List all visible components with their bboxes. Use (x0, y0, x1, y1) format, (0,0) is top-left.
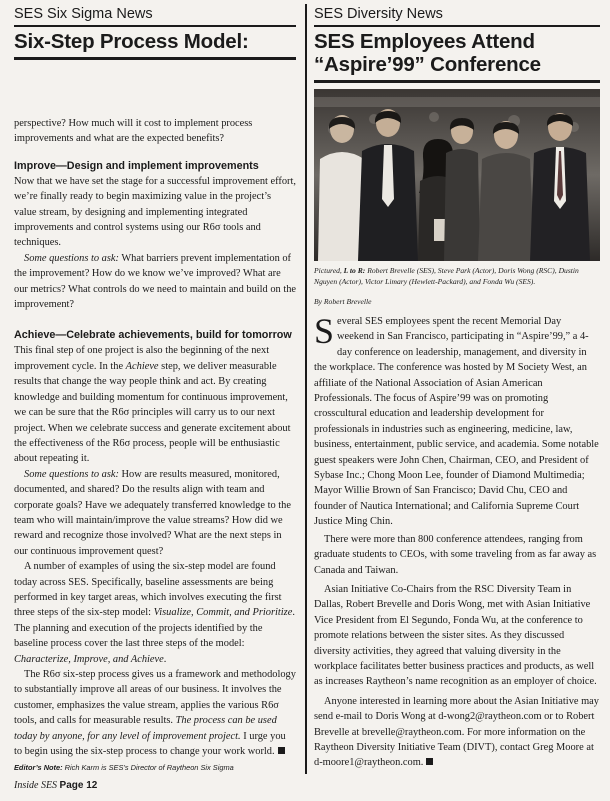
achieve-questions (14, 467, 296, 559)
improve-questions (14, 251, 296, 313)
group-photo-image (314, 89, 600, 261)
intro-paragraph: perspective? How much will it cost to implement process improvements and what are the expected benefits? (14, 118, 253, 145)
byline: By Robert Brevelle (314, 297, 372, 306)
questions-label: Some questions to ask: (24, 468, 119, 480)
section-rule (14, 25, 296, 27)
end-of-story-mark (426, 758, 433, 765)
page-footer (14, 780, 97, 791)
photo-caption: Pictured, L to R: Robert Brevelle (SES), Steve Park (Actor), Doris Wong (RSC), Dustin Nguyen (Actor), Victor Limary (Hewlett-Packard), and Fonda Wu (SES). (314, 266, 579, 286)
headline-rule (314, 80, 600, 83)
editor-note-text: Rich Karm is SES’s Director of Raytheon Six Sigma (62, 763, 234, 773)
headline-rule (14, 57, 296, 60)
diversity-paragraph-1: Several SES employees spent the recent Memorial Day weekend in San Francisco, participating in “Aspire’99,” a 4-day conference on leadership, management, and diversity in the workplace. The conference was hosted by M Society West, an affiliate of the National Association of Asian American Professionals. The focus of Aspire’99 was on promoting crosscultural education and leadership development for professionals in industries such as engineering, medicine, law, business, entertainment, public service, and academia. Some notable guest speakers were John Chen, Chairman, CEO, and President of Sybase Inc.; Chong Moon Lee, founder of Diamond Multimedia; Mayor Willie Brown of San Francisco; David Chu, CEO and founder of Nautica International; and California Supreme Court Justice Ming Chin. (314, 311, 599, 528)
editor-note-label: Editor’s Note: (14, 763, 63, 773)
improve-paragraph: Now that we have set the stage for a successful improvement effort, we’re finally ready to begin maximizing value in the project’s value stream, by designing and implementing integrated improvements and control systems using our R6σ tools and techniques. (14, 175, 296, 249)
group-photo (314, 89, 600, 261)
improve-heading: Improve—Design and implement improvements (14, 159, 259, 172)
publication-name: Inside SES (14, 780, 60, 791)
diversity-paragraph-4: Anyone interested in learning more about the Asian Initiative may send e-mail to Doris Wong at d-wong2@raytheon.com or to Robert Brevelle at brevelle@raytheon.com. For more information on the Raytheon Diversity Initiative Team (DIVT), contact Greg Moore at d-moore1@raytheon.com. (314, 695, 599, 769)
achieve-paragraph: This final step of one project is also the beginning of the next improvement cycle. In the Achieve step, we deliver measurable results that change the way people think and act. By creating knowledge and building momentum for continuous improvement, we can be sure that the R6σ principles will carry us to our next project. When we celebrate success and generate excitement about the effectiveness of the R6σ process, people will be enthusiastic about repeating it. (14, 345, 291, 465)
achieve-heading: Achieve—Celebrate achievements, build for tomorrow (14, 329, 292, 342)
headline-six-step: Six-Step Process Model: (14, 30, 249, 53)
six-sigma-article (14, 4, 296, 772)
diversity-body (314, 311, 600, 771)
column-divider (305, 4, 307, 774)
editor-note (14, 763, 296, 772)
questions-text: How are results measured, monitored, documented, and shared? Do the results align with team and corporate goals? Have we adequately transferred knowledge to the team who will maintain/improve the value streams? How did we reward and recognize those involved? What are the next steps in our continuous improvement quest? (14, 468, 291, 557)
six-sigma-body (14, 116, 296, 759)
diversity-paragraph-2: There were more than 800 conference attendees, ranging from graduate students to CEOs, with some traveling from as far away as Canada and Taiwan. (314, 533, 597, 576)
drop-cap: S (314, 311, 335, 351)
examples-paragraph: A number of examples of using the six-step model are found today across SES. Specifically, baseline assessments are being performed in key target areas, which involves executing the first three steps of the six-step model: Visualize, Commit, and Prioritize. The planning and execution of the projects identified by the baseline process cover the last three steps of the model: Characterize, Improve, and Achieve. (14, 561, 295, 665)
framework-paragraph: The R6σ six-step process gives us a framework and methodology to substantially improve all areas of our business. It involves the customer, emphasizes the value stream, applies the various R6σ tools, and calls for measurable results. The process can be used today by anyone, for any level of improvement project. I urge you to begin using the six-step process to change your work world. (14, 669, 296, 758)
questions-text: What barriers prevent implementation of the improvement? How do we know we’ve improved? What are our metrics? What controls do we need to maintain and build on the improvement? (14, 252, 297, 311)
section-label-diversity: SES Diversity News (314, 6, 443, 22)
headline-aspire: SES Employees Attend “Aspire’99” Conference (314, 30, 541, 76)
end-of-story-mark (278, 747, 285, 754)
section-label-six-sigma: SES Six Sigma News (14, 6, 153, 22)
diversity-article (314, 4, 600, 771)
diversity-paragraph-3: Asian Initiative Co-Chairs from the RSC Diversity Team in Dallas, Robert Brevelle and Doris Wong, met with Asian Initiative Vice President from El Segundo, Fonda Wu, at the conference to promote relations between the sister sites. As they discussed diversity activities, they agreed that valuing diversity in the workplace facilitates better business practices and products, as well as increases Raytheon’s name recognition as an employer of choice. (314, 583, 597, 688)
questions-label: Some questions to ask: (24, 252, 119, 264)
page-number: Page 12 (59, 780, 98, 791)
section-rule (314, 25, 600, 27)
